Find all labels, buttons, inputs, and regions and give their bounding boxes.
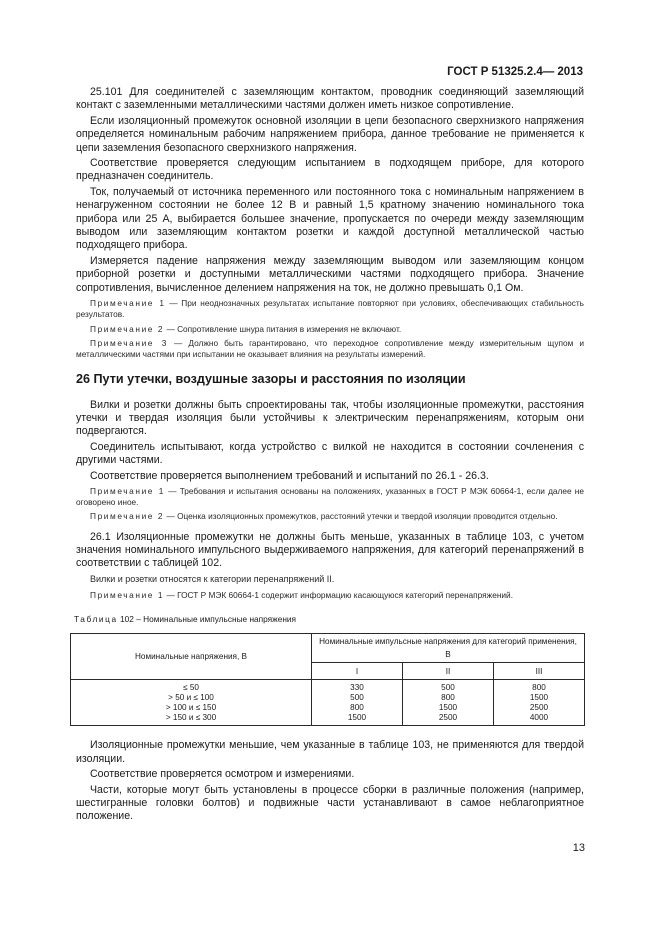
table-body-row [71,680,585,726]
table-cell: 2500 [529,703,549,713]
table-cell: 1500 [438,703,458,713]
table-cell: 800 [441,693,455,703]
small-line: Вилки и розетки относятся к категории перенапряжений II. [90,573,335,584]
table-cell: > 100 и ≤ 150 [165,703,217,713]
note-text: — Сопротивление шнура питания в измерения не включают. [164,323,402,334]
table-cell: 800 [532,683,546,693]
note [76,338,584,360]
table-caption [74,613,584,626]
note [76,486,584,508]
table-cell: > 50 и ≤ 100 [168,693,214,703]
table-cell: 500 [441,683,455,693]
note-text: — При неоднозначных результатах испытание повторяют при условиях, обеспечивающих стабильность результатов. [76,298,584,320]
note-label: Примечание 1 [90,485,166,496]
note [76,324,584,335]
paragraph: Измеряется падение напряжения между заземляющим выводом или заземляющим концом приборной розетки и доступными металлическими частями подходящего прибора. Значение сопротивления, вычисленное делением напряжения на ток, не должно превышать 0,1 Ом. [76,254,584,294]
table-cell: 4000 [529,713,549,723]
voltage-table [70,633,585,727]
page-number: 13 [572,842,585,854]
category-column [312,680,403,726]
note [76,590,584,601]
paragraph: Части, которые могут быть установлены в процессе сборки в различные положения (например, шестигранные головки болтов) и подвижные части устанавливают в самое неблагоприятное положение. [76,783,584,823]
category-column [493,680,584,726]
paragraph: 26.1 Изоляционные промежутки не должны быть меньше, указанных в таблице 103, с учетом значения номинального импульсного выдерживаемого напряжения, для категорий перенапряжений в соответствии с таблицей 102. [76,530,584,570]
paragraph: Соответствие проверяется осмотром и измерениями. [90,768,355,781]
voltage-column [71,680,312,726]
paragraph: Соответствие проверяется следующим испытанием в подходящем приборе, для которого предназначен соединитель. [76,157,584,183]
col-header-category: II [402,663,493,680]
paragraph: Изоляционные промежутки меньшие, чем указанные в таблице 103, не применяются для твердой изоляции. [76,739,584,765]
note-label: Примечание 3 [90,337,168,348]
table-cell: 330 [350,683,364,693]
table-caption-text: 102 – Номинальные импульсные напряжения [117,614,297,625]
paragraph: Соединитель испытывают, когда устройство с вилкой не находится в состоянии сочленения с другими частями. [76,440,584,467]
paragraph: Если изоляционный промежуток основной изоляции в цепи безопасного сверхнизкого напряжения определяется номинальным рабочим напряжением прибора, данное требование не применяется к цепи заземления безопасного сверхнизкого напряжения. [76,114,584,154]
note-text: — Требования и испытания основаны на положениях, указанных в ГОСТ Р МЭК 60664-1, если далее не оговорено иное. [76,485,584,508]
note-text: — Оценка изоляционных промежутков, расстояний утечки и твердой изоляции проводится отдельно. [164,511,558,522]
col-header-category: I [312,663,403,680]
table-cell: 800 [350,703,364,713]
paragraph: 25.101 Для соединителей с заземляющим контактом, проводник соединяющий заземляющий контакт с заземленными металлическими частями должен иметь низкое сопротивление. [76,86,584,112]
table-cell: ≤ 50 [183,683,199,693]
col-header-category: III [493,663,584,680]
note-text: — Должно быть гарантировано, что переходное сопротивление между измерительным щупом и металлическими частями при испытании не оказывает влияния на результаты измерений. [76,337,584,359]
note-text: — ГОСТ Р МЭК 60664-1 содержит информацию касающуюся категорий перенапряжений. [164,589,513,600]
paragraph: Ток, получаемый от источника переменного или постоянного тока с номинальным напряжением в ненагруженном состоянии не более 12 В и равный 1,5 кратному значению номинального тока прибора или 25 А, выбирается большее значение, пропускается по очереди между заземляющим выводом или заземляющим контактом розетки и каждой доступной металлической частью подходящего прибора. [76,185,584,252]
note-label: Примечание 2 [90,323,165,334]
col-header-voltage: Номинальные напряжения, В [71,633,312,680]
page-content [76,86,584,826]
table-cell: 1500 [347,713,367,723]
paragraph: Соответствие проверяется выполнением требований и испытаний по 26.1 - 26.3. [90,469,489,482]
paragraph: Вилки и розетки должны быть спроектированы так, чтобы изоляционные промежутки, расстояния утечки и твердая изоляция были устойчивы к электрическим перенапряжениям, которым они подвергаются. [76,398,584,438]
note-label: Примечание 1 [90,589,165,600]
table-caption-label: Таблица [74,614,118,625]
note [76,298,584,320]
document-header: ГОСТ Р 51325.2.4— 2013 [447,66,583,78]
note-label: Примечание 2 [90,511,165,522]
note [76,511,584,522]
table-cell: 500 [350,693,364,703]
col-header-group: Номинальные импульсные напряжения для категорий применения, В [312,633,585,663]
table-cell: 2500 [438,713,458,723]
table-cell: 1500 [529,693,549,703]
category-column [402,680,493,726]
table-cell: > 150 и ≤ 300 [165,713,217,723]
note-label: Примечание 1 [90,298,166,309]
section-title: 26 Пути утечки, воздушные зазоры и расстояния по изоляции [76,372,466,387]
